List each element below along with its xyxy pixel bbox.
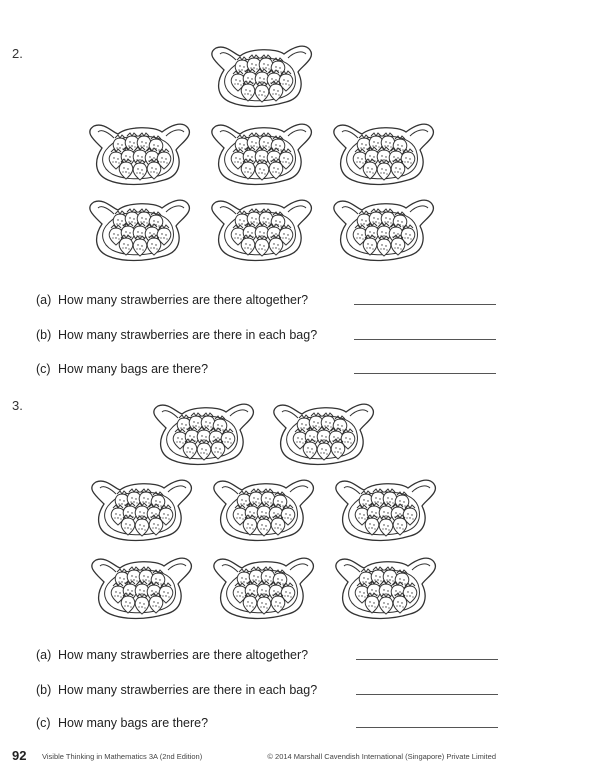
strawberry-bag-icon xyxy=(206,40,316,110)
question-tag: (b) xyxy=(36,683,52,697)
problem-3-question-c xyxy=(36,716,208,730)
question-tag: (a) xyxy=(36,293,52,307)
problem-2-answer-c-line[interactable] xyxy=(354,373,496,374)
strawberry-bag-icon xyxy=(330,552,440,622)
question-text: How many bags are there? xyxy=(58,716,209,730)
strawberry-bag-icon xyxy=(86,552,196,622)
copyright-notice: © 2014 Marshall Cavendish International (Singapore) Private Limited xyxy=(267,752,496,761)
question-text: How many strawberries are there in each bag? xyxy=(58,683,318,697)
problem-3-number: 3. xyxy=(12,398,23,413)
book-title: Visible Thinking in Mathematics 3A (2nd Edition) xyxy=(42,752,203,761)
problem-2-question-b xyxy=(36,328,317,342)
problem-3-answer-b-line[interactable] xyxy=(356,694,498,695)
strawberry-bag-icon xyxy=(86,474,196,544)
strawberry-bag-icon xyxy=(330,474,440,544)
problem-3-answer-c-line[interactable] xyxy=(356,727,498,728)
strawberry-bag-icon xyxy=(206,194,316,264)
problem-3-question-b xyxy=(36,683,317,697)
question-tag: (a) xyxy=(36,648,52,662)
problem-2-answer-a-line[interactable] xyxy=(354,304,496,305)
question-tag: (c) xyxy=(36,362,51,376)
question-text: How many strawberries are there in each bag? xyxy=(58,328,318,342)
problem-2-answer-b-line[interactable] xyxy=(354,339,496,340)
problem-2-number: 2. xyxy=(12,46,23,61)
problem-2-question-a xyxy=(36,293,308,307)
page-number: 92 xyxy=(12,748,27,763)
strawberry-bag-icon xyxy=(328,194,438,264)
strawberry-bag-icon xyxy=(208,474,318,544)
problem-2-question-c xyxy=(36,362,208,376)
strawberry-bag-icon xyxy=(208,552,318,622)
strawberry-bag-icon xyxy=(84,118,194,188)
question-text: How many strawberries are there altogether? xyxy=(58,648,309,662)
strawberry-bag-icon xyxy=(206,118,316,188)
problem-3-answer-a-line[interactable] xyxy=(356,659,498,660)
strawberry-bag-icon xyxy=(148,398,258,468)
question-tag: (c) xyxy=(36,716,51,730)
strawberry-bag-icon xyxy=(328,118,438,188)
strawberry-bag-icon xyxy=(84,194,194,264)
question-tag: (b) xyxy=(36,328,52,342)
problem-3-question-a xyxy=(36,648,308,662)
strawberry-bag-icon xyxy=(268,398,378,468)
question-text: How many bags are there? xyxy=(58,362,209,376)
question-text: How many strawberries are there altogether? xyxy=(58,293,309,307)
